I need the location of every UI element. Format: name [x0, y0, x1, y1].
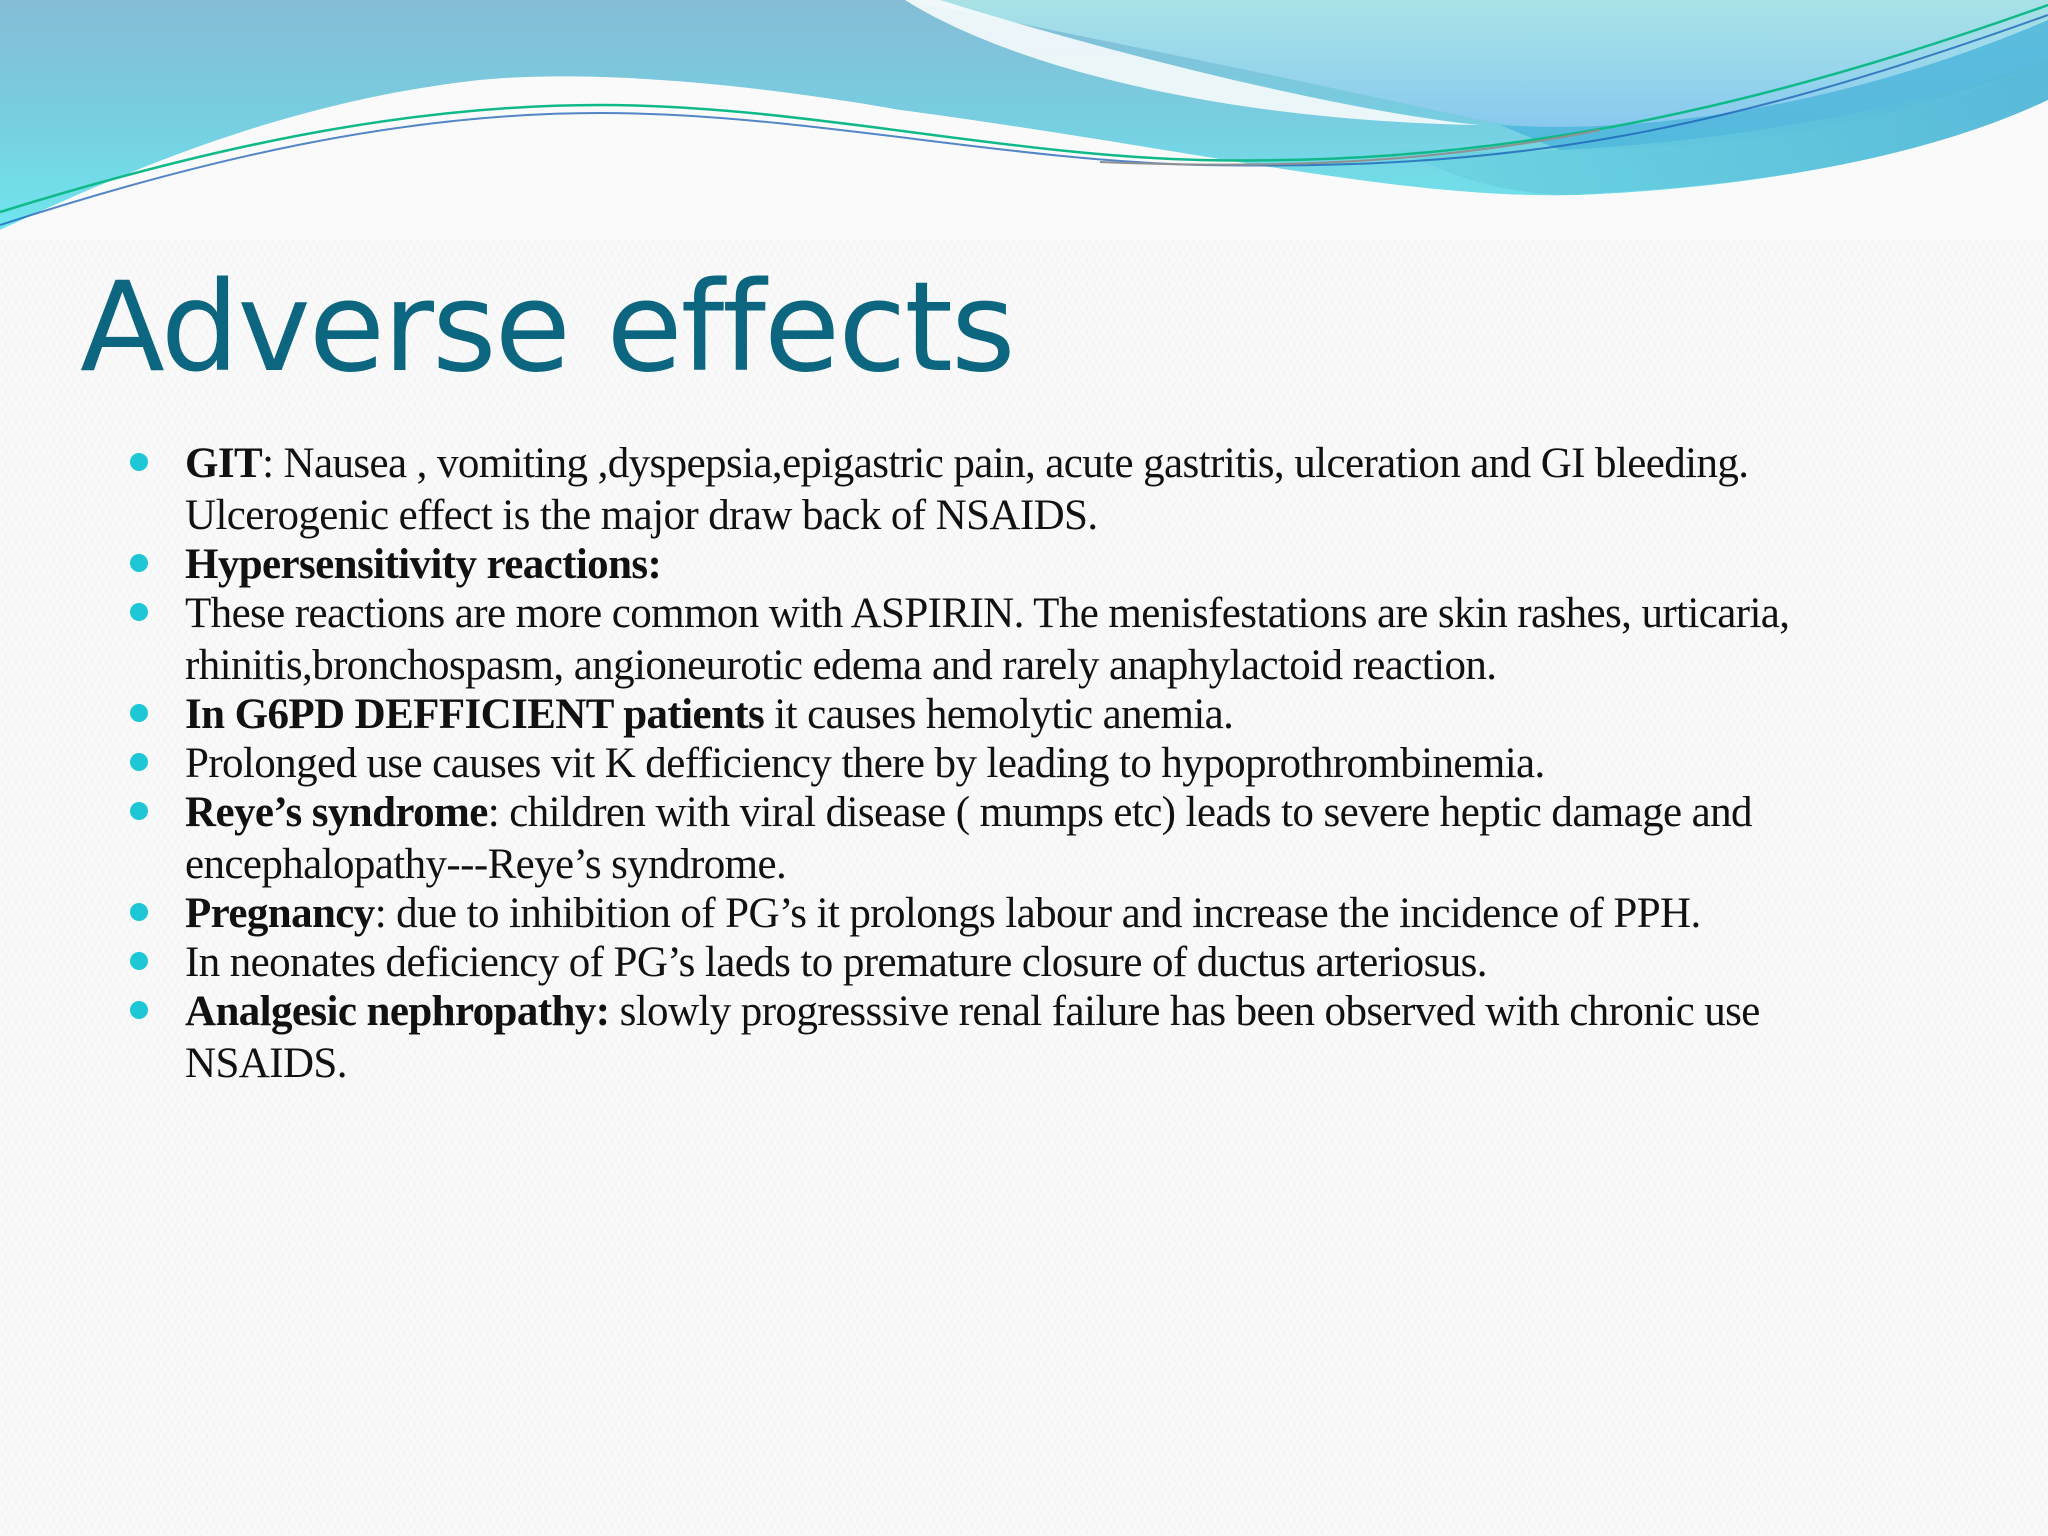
- bullet-dot-icon: [130, 704, 148, 722]
- bullet-body: In neonates deficiency of PG’s laeds to premature closure of ductus arteriosus.: [185, 939, 1487, 986]
- bullet-text: [185, 590, 1789, 689]
- bullet-text: [185, 691, 1233, 738]
- bullet-bold-label: Hypersensitivity reactions:: [185, 541, 662, 588]
- bullet-text: [185, 939, 1487, 986]
- header-wave-decoration: [0, 0, 2048, 240]
- bullet-dot-icon: [130, 1001, 148, 1019]
- bullet-reyes-syndrome: [130, 787, 1930, 891]
- slide-title: Adverse effects: [80, 256, 1014, 400]
- bullet-text: [185, 988, 1760, 1087]
- bullet-dot-icon: [130, 903, 148, 921]
- bullet-text: [185, 890, 1701, 937]
- bullet-bold-label: GIT: [185, 440, 263, 487]
- bullet-body: Prolonged use causes vit K defficiency there by leading to hypoprothrombinemia.: [185, 740, 1545, 787]
- bullet-dot-icon: [130, 753, 148, 771]
- bullet-dot-icon: [130, 802, 148, 820]
- bullet-bold-label: Analgesic nephropathy:: [185, 988, 610, 1035]
- bullet-dot-icon: [130, 554, 148, 572]
- bullet-text: [185, 440, 1748, 539]
- bullet-text: [185, 740, 1545, 787]
- bullet-g6pd: [130, 689, 1930, 741]
- bullet-git: [130, 438, 1930, 542]
- bullet-analgesic-nephropathy: [130, 986, 1930, 1090]
- bullet-dot-icon: [130, 453, 148, 471]
- bullet-body: : Nausea , vomiting ,dyspepsia,epigastric pain, acute gastritis, ulceration and GI bleeding. Ulcerogenic effect is the major draw back of NSAIDS.: [185, 440, 1749, 539]
- bullet-aspirin-reactions: [130, 588, 1930, 692]
- bullet-bold-label: Pregnancy: [185, 890, 375, 937]
- bullet-pregnancy: [130, 888, 1930, 940]
- bullet-body: These reactions are more common with ASPIRIN. The menisfestations are skin rashes, urticaria, rhinitis,bronchospasm, angioneurotic edema and rarely anaphylactoid reaction.: [185, 590, 1790, 689]
- bullet-vit-k: [130, 738, 1930, 790]
- bullet-dot-icon: [130, 952, 148, 970]
- bullet-body: : children with viral disease ( mumps etc) leads to severe heptic damage and encephalopathy---Reye’s syndrome.: [185, 789, 1752, 888]
- bullet-text: [185, 541, 661, 588]
- bullet-body: : due to inhibition of PG’s it prolongs labour and increase the incidence of PPH.: [374, 890, 1701, 937]
- bullet-body: slowly progresssive renal failure has been observed with chronic use NSAIDS.: [185, 988, 1760, 1087]
- bullet-bold-label: Reye’s syndrome: [185, 789, 488, 836]
- bullet-bold-label: In G6PD DEFFICIENT patients: [185, 691, 765, 738]
- bullet-dot-icon: [130, 603, 148, 621]
- bullet-list: [130, 438, 1930, 1087]
- bullet-text: [185, 789, 1752, 888]
- bullet-neonates: [130, 937, 1930, 989]
- bullet-body: it causes hemolytic anemia.: [764, 691, 1234, 738]
- bullet-hypersensitivity: [130, 539, 1930, 591]
